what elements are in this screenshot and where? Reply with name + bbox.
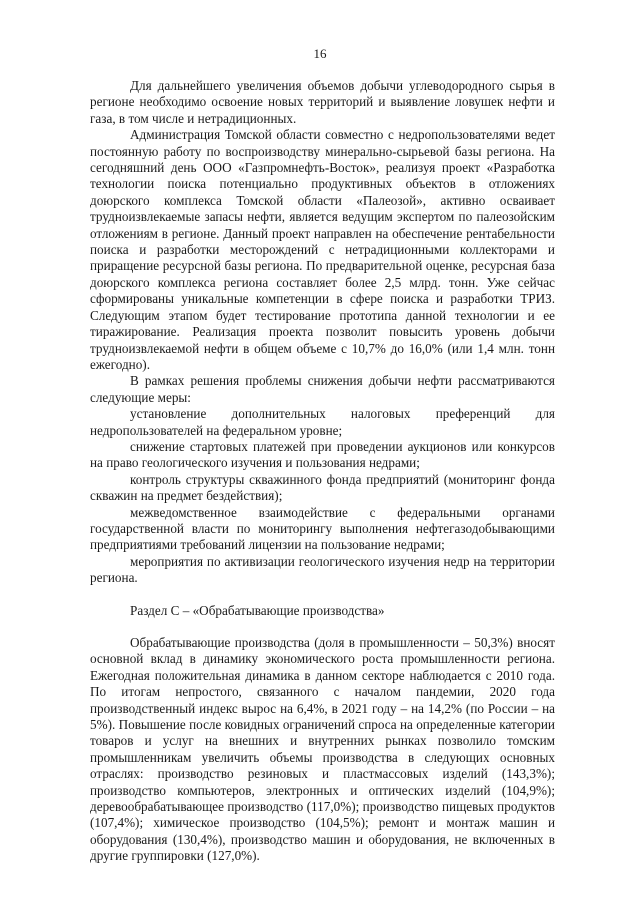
list-item-starting-payments: снижение стартовых платежей при проведении аукционов или конкурсов на право геологического изучения и пользования недрами; [90,438,555,471]
document-body [90,78,555,865]
paragraph-manufacturing: Обрабатывающие производства (доля в промышленности – 50,3%) вносят основной вклад в динамику экономического роста промышленности региона. Ежегодная положительная динамика в данном секторе наблюдается с 2010 года. По итогам непростого, связанного с началом пандемии, 2020 года производственный индекс вырос на 6,4%, в 2021 году – на 14,2% (по России – на 5%). Повышение после ковидных ограничений спроса на определенные категории товаров и услуг на внешних и внутренних рынках позволило томским промышленникам увеличить объемы производства в следующих основных отраслях: производство резиновых и пластмассовых изделий (143,3%); производство компьютеров, электронных и оптических изделий (104,9%); деревообрабатывающее производство (117,0%); производство пищевых продуктов (107,4%); химическое производство (104,5%); ремонт и монтаж машин и оборудования (130,4%), производство машин и оборудования, не включенных в другие группировки (127,0%). [90,635,555,864]
list-item-interagency: межведомственное взаимодействие с федеральными органами государственной власти по мониторингу выполнения нефтегазодобывающими предприятиями требований лицензии на пользование недрами; [90,504,555,553]
spacer [90,619,555,635]
list-item-tax-preferences: установление дополнительных налоговых преференций для недропользователей на федеральном уровне; [90,406,555,438]
page-number: 16 [313,46,327,61]
paragraph-measures-intro: В рамках решения проблемы снижения добычи нефти рассматриваются следующие меры: [90,373,555,405]
section-heading: Раздел С – «Обрабатывающие производства» [130,602,385,618]
list-item-geological-study: мероприятия по активизации геологического изучения недр на территории региона. [90,553,555,586]
paragraph-administration: Администрация Томской области совместно с недропользователями ведет постоянную работу по воспроизводству минерально-сырьевой базы региона. На сегодняшний день ООО «Газпромнефть-Восток», реализуя проект «Разработка технологии поиска потенциально продуктивных объектов в отложениях доюрского комплекса Томской области «Палеозой», активно осваивает трудноизвлекаемые запасы нефти, является ведущим экспертом по палеозойским отложениям в регионе. Данный проект направлен на обеспечение рентабельности поиска и разработки месторождений с нетрадиционными коллекторами и приращение ресурсной базы региона. По предварительной оценке, ресурсная база доюрского комплекса региона составляет более 2,5 млрд. тонн. Уже сейчас сформированы уникальные компетенции в сфере поиска и разработки ТРИЗ. Следующим этапом будет тестирование прототипа данной технологии и ее тиражирование. Реализация проекта позволит повысить уровень добычи трудноизвлекаемой нефти в общем объеме с 10,7% до 16,0% (или 1,4 млн. тонн ежегодно). [90,127,555,372]
list-item-well-stock-control: контроль структуры скважинного фонда предприятий (мониторинг фонда скважин на предмет бездействия); [90,471,555,504]
paragraph-exploration: Для дальнейшего увеличения объемов добычи углеводородного сырья в регионе необходимо освоение новых территорий и выявление ловушек нефти и газа, в том числе и нетрадиционных. [90,78,555,126]
